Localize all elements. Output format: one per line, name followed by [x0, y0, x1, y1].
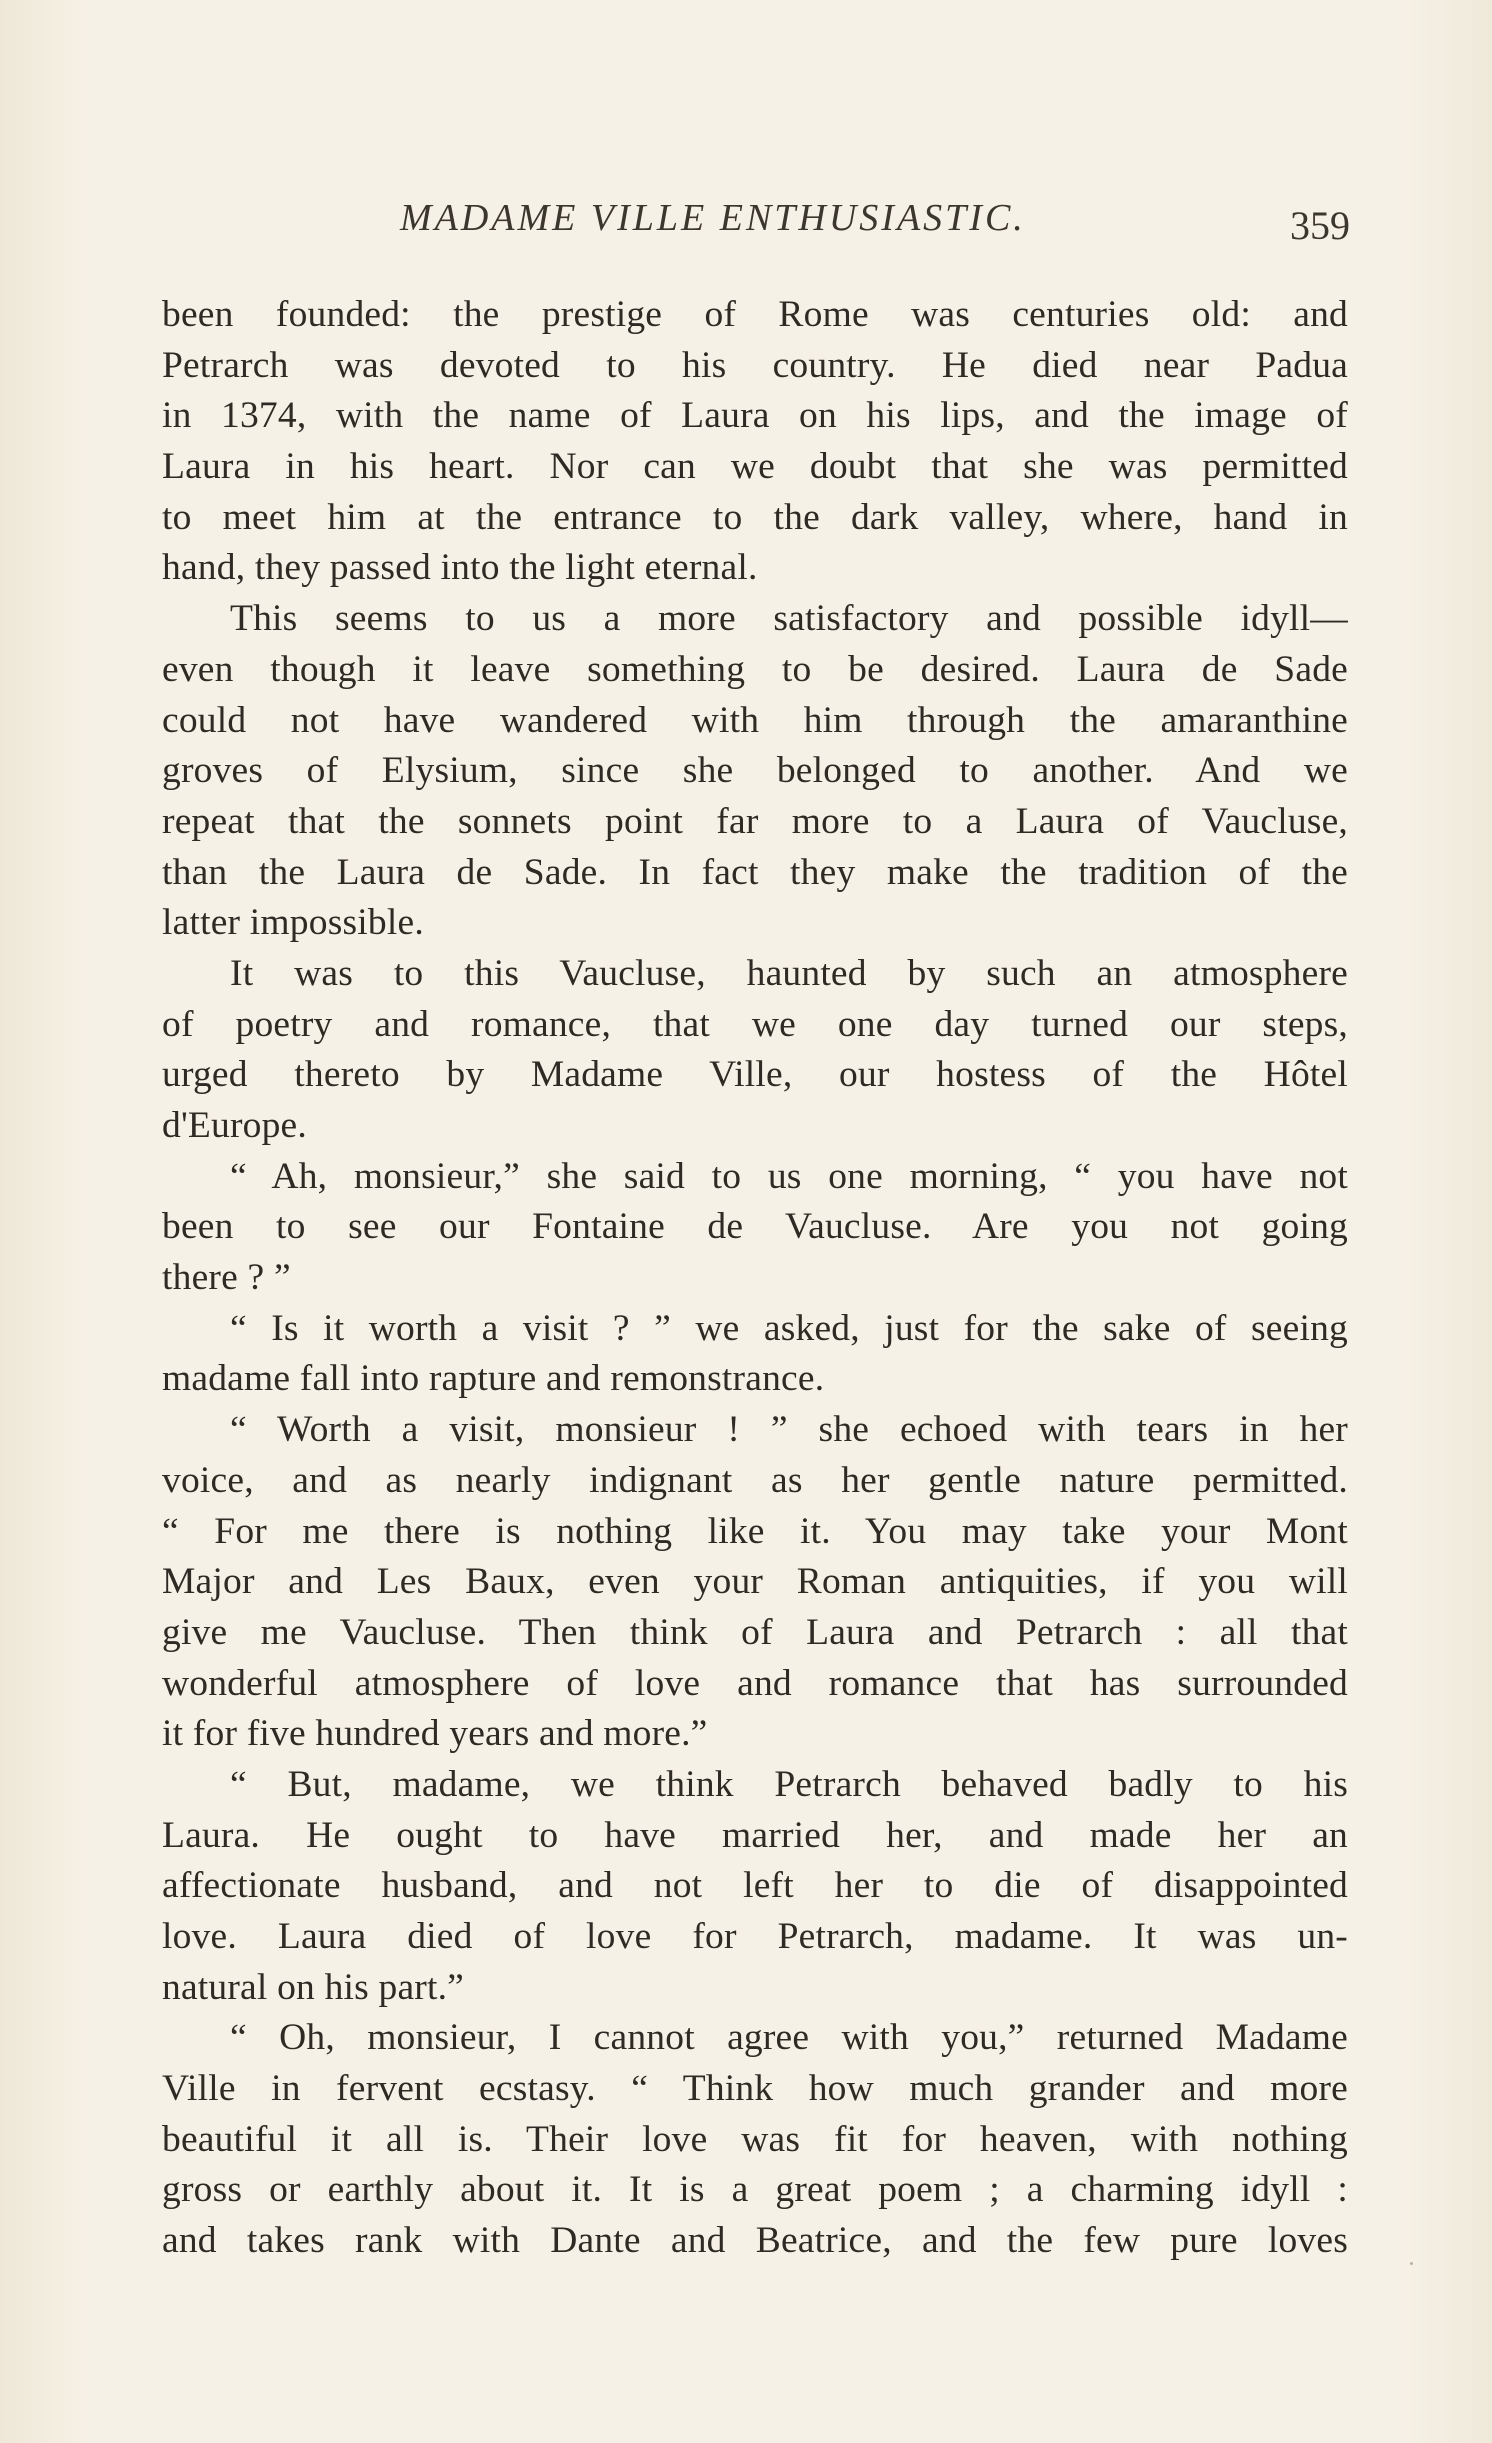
text-line: there ? ”: [162, 1257, 291, 1299]
text-line: Petrarch was devoted to his country. He died near Padua: [162, 344, 1348, 386]
text-line: to meet him at the entrance to the dark valley, where, hand in: [162, 496, 1348, 538]
text-line: d'Europe.: [162, 1105, 307, 1146]
body-text: [162, 290, 1348, 2267]
text-line: of poetry and romance, that we one day turned our steps,: [162, 1003, 1348, 1045]
text-line: been to see our Fontaine de Vaucluse. Are you not going: [162, 1206, 1348, 1248]
paper-speck: [1410, 2262, 1413, 2265]
text-line: Laura. He ought to have married her, and made her an: [162, 1814, 1348, 1856]
text-line: wonderful atmosphere of love and romance that has surrounded: [162, 1662, 1348, 1704]
text-line: “ But, madame, we think Petrarch behaved badly to his: [230, 1763, 1348, 1805]
text-line: natural on his part.”: [162, 1966, 465, 2008]
text-line: latter impossible.: [162, 902, 424, 944]
text-line: Major and Les Baux, even your Roman antiquities, if you will: [162, 1561, 1348, 1603]
running-title: MADAME VILLE ENTHUSIASTIC.: [400, 197, 1026, 239]
text-line: Ville in fervent ecstasy. “ Think how much grander and more: [162, 2068, 1348, 2110]
text-line: in 1374, with the name of Laura on his lips, and the image of: [162, 395, 1348, 437]
text-line: madame fall into rapture and remonstrance.: [162, 1358, 825, 1400]
text-line: affectionate husband, and not left her to die of disappointed: [162, 1865, 1348, 1907]
text-line: “ For me there is nothing like it. You may take your Mont: [162, 1510, 1348, 1552]
text-line: gross or earthly about it. It is a great poem ; a charming idyll :: [162, 2169, 1348, 2211]
running-head: [160, 196, 1350, 256]
text-line: groves of Elysium, since she belonged to another. And we: [162, 750, 1348, 792]
text-line: than the Laura de Sade. In fact they make the tradition of the: [162, 851, 1348, 893]
text-line: give me Vaucluse. Then think of Laura and Petrarch : all that: [162, 1611, 1348, 1653]
text-line: “ Ah, monsieur,” she said to us one morning, “ you have not: [230, 1155, 1348, 1197]
text-line: love. Laura died of love for Petrarch, madame. It was un-: [162, 1916, 1348, 1957]
page-number: 359: [1290, 203, 1350, 248]
text-line: it for five hundred years and more.”: [162, 1713, 708, 1755]
text-line: It was to this Vaucluse, haunted by such an atmosphere: [230, 952, 1348, 994]
text-line: urged thereto by Madame Ville, our hostess of the Hôtel: [162, 1054, 1348, 1096]
text-line: and takes rank with Dante and Beatrice, and the few pure loves: [162, 2220, 1348, 2262]
text-line: voice, and as nearly indignant as her gentle nature permitted.: [162, 1459, 1348, 1501]
text-line: could not have wandered with him through the amaranthine: [162, 699, 1348, 741]
text-line: been founded: the prestige of Rome was centuries old: and: [162, 294, 1348, 335]
text-line: This seems to us a more satisfactory and possible idyll—: [230, 598, 1348, 640]
text-line: repeat that the sonnets point far more to a Laura of Vaucluse,: [162, 800, 1348, 842]
text-line: even though it leave something to be desired. Laura de Sade: [162, 648, 1348, 690]
text-line: “ Worth a visit, monsieur ! ” she echoed with tears in her: [230, 1409, 1348, 1451]
text-line: “ Is it worth a visit ? ” we asked, just for the sake of seeing: [230, 1307, 1348, 1349]
text-line: Laura in his heart. Nor can we doubt that she was permitted: [162, 446, 1348, 488]
text-line: beautiful it all is. Their love was fit for heaven, with nothing: [162, 2118, 1348, 2160]
text-line: “ Oh, monsieur, I cannot agree with you,” returned Madame: [230, 2017, 1348, 2059]
text-line: hand, they passed into the light eternal.: [162, 547, 758, 589]
